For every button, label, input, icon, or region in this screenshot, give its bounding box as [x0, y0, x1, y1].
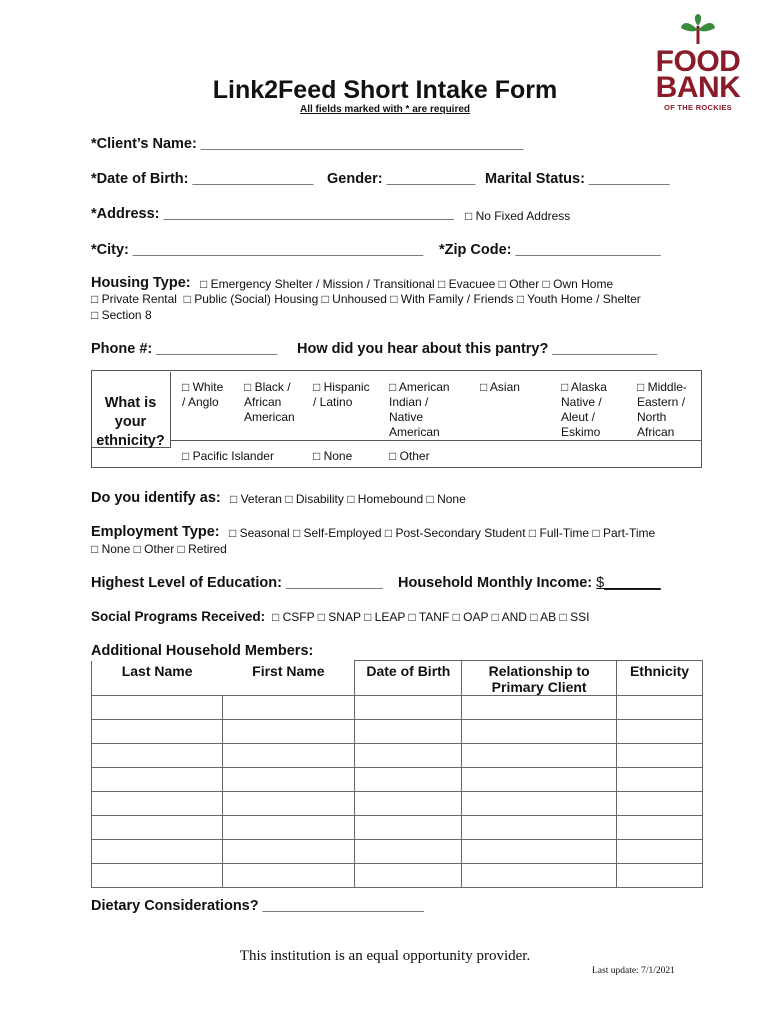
- income-value[interactable]: $_______: [596, 575, 661, 591]
- household-table: [91, 660, 703, 888]
- no-fixed-address-checkbox[interactable]: □ No Fixed Address: [465, 209, 571, 223]
- education-field[interactable]: Highest Level of Education: ____________: [91, 575, 383, 591]
- table-cell[interactable]: [617, 816, 703, 840]
- table-cell[interactable]: [222, 696, 355, 720]
- ethnicity-row-divider: [171, 440, 702, 441]
- gender-field[interactable]: Gender: ___________: [327, 171, 476, 187]
- dob-field[interactable]: *Date of Birth: _______________: [91, 171, 314, 187]
- table-cell[interactable]: [355, 864, 462, 888]
- table-cell[interactable]: [92, 816, 223, 840]
- marital-status-field[interactable]: Marital Status: __________: [485, 171, 670, 187]
- income-label-text: Household Monthly Income:: [398, 575, 597, 591]
- ethnicity-option-alaska-native[interactable]: □ Alaska Native / Aleut / Eskimo: [561, 380, 607, 439]
- col-last-name: Last Name: [92, 661, 223, 696]
- social-programs-options[interactable]: □ CSFP □ SNAP □ LEAP □ TANF □ OAP □ AND □ AB □ SSI: [272, 610, 590, 624]
- required-note: All fields marked with * are required: [299, 104, 471, 115]
- household-heading: Additional Household Members:: [91, 643, 314, 659]
- ethnicity-option-pacific-islander[interactable]: □ Pacific Islander: [182, 449, 274, 463]
- col-relationship: Relationship to Primary Client: [462, 661, 617, 696]
- employment-type-label: Employment Type:: [91, 524, 220, 540]
- table-row: [92, 840, 703, 864]
- table-cell[interactable]: [617, 720, 703, 744]
- table-cell[interactable]: [92, 768, 223, 792]
- table-cell[interactable]: [617, 792, 703, 816]
- table-cell[interactable]: [617, 768, 703, 792]
- ethnicity-option-hispanic[interactable]: □ Hispanic / Latino: [313, 380, 370, 409]
- table-cell[interactable]: [617, 696, 703, 720]
- table-cell[interactable]: [617, 840, 703, 864]
- logo-rockies: OF THE ROCKIES: [664, 103, 732, 112]
- table-cell[interactable]: [617, 864, 703, 888]
- household-header-row: [92, 661, 703, 696]
- table-row: [92, 720, 703, 744]
- phone-field[interactable]: Phone #: _______________: [91, 341, 278, 357]
- table-row: [92, 744, 703, 768]
- table-cell[interactable]: [222, 744, 355, 768]
- housing-options-line2[interactable]: □ Private Rental □ Public (Social) Housing □ Unhoused □ With Family / Friends □ Youth Home / Shelter: [91, 292, 641, 306]
- table-cell[interactable]: [92, 696, 223, 720]
- table-row: [92, 768, 703, 792]
- page-title: Link2Feed Short Intake Form: [212, 76, 558, 104]
- table-cell[interactable]: [617, 744, 703, 768]
- ethnicity-label-cell: [91, 372, 171, 448]
- table-cell[interactable]: [462, 816, 617, 840]
- ethnicity-option-white[interactable]: □ White / Anglo: [182, 380, 224, 409]
- table-cell[interactable]: [222, 840, 355, 864]
- employment-options-line1[interactable]: □ Seasonal □ Self-Employed □ Post-Secondary Student □ Full-Time □ Part-Time: [229, 526, 656, 540]
- table-cell[interactable]: [462, 792, 617, 816]
- last-update: Last update: 7/1/2021: [592, 966, 675, 976]
- table-cell[interactable]: [355, 744, 462, 768]
- housing-type-label: Housing Type:: [91, 275, 191, 291]
- table-cell[interactable]: [222, 720, 355, 744]
- table-cell[interactable]: [222, 864, 355, 888]
- table-row: [92, 816, 703, 840]
- client-name-field[interactable]: *Client’s Name: ________________________________________: [91, 136, 524, 152]
- ethnicity-option-asian[interactable]: □ Asian: [480, 380, 520, 394]
- zip-code-field[interactable]: *Zip Code: __________________: [439, 242, 661, 258]
- employment-options-line2[interactable]: □ None □ Other □ Retired: [91, 542, 227, 556]
- logo-bank: BANK: [655, 71, 741, 104]
- city-field[interactable]: *City: ____________________________________: [91, 242, 424, 258]
- address-field[interactable]: *Address: ____________________________________: [91, 206, 454, 222]
- housing-options-line1[interactable]: □ Emergency Shelter / Mission / Transitional □ Evacuee □ Other □ Own Home: [200, 277, 614, 291]
- table-row: [92, 792, 703, 816]
- table-cell[interactable]: [355, 696, 462, 720]
- income-label[interactable]: [398, 575, 661, 591]
- table-cell[interactable]: [222, 768, 355, 792]
- table-cell[interactable]: [462, 768, 617, 792]
- table-cell[interactable]: [92, 792, 223, 816]
- table-cell[interactable]: [92, 720, 223, 744]
- table-cell[interactable]: [355, 768, 462, 792]
- table-cell[interactable]: [222, 816, 355, 840]
- equal-opportunity-statement: This institution is an equal opportunity provider.: [239, 948, 531, 964]
- table-row: [92, 696, 703, 720]
- household-table-body: [92, 696, 703, 888]
- table-cell[interactable]: [462, 696, 617, 720]
- dietary-field[interactable]: Dietary Considerations? ____________________: [91, 898, 424, 914]
- table-cell[interactable]: [462, 864, 617, 888]
- housing-options-line3[interactable]: □ Section 8: [91, 308, 152, 322]
- ethnicity-option-none[interactable]: □ None: [313, 449, 353, 463]
- table-cell[interactable]: [462, 840, 617, 864]
- table-row: [92, 864, 703, 888]
- hear-about-pantry-field[interactable]: How did you hear about this pantry? _____________: [297, 341, 658, 357]
- logo-food: FOOD: [655, 45, 741, 78]
- table-cell[interactable]: [355, 816, 462, 840]
- ethnicity-option-other[interactable]: □ Other: [389, 449, 430, 463]
- ethnicity-option-american-indian[interactable]: □ American Indian / Native American: [389, 380, 450, 439]
- col-first-name: First Name: [222, 661, 355, 696]
- table-cell[interactable]: [462, 744, 617, 768]
- table-cell[interactable]: [355, 840, 462, 864]
- table-cell[interactable]: [462, 720, 617, 744]
- identify-options[interactable]: □ Veteran □ Disability □ Homebound □ None: [230, 492, 466, 506]
- social-programs-label: Social Programs Received:: [91, 609, 266, 624]
- ethnicity-option-black[interactable]: □ Black / African American: [244, 380, 295, 424]
- table-cell[interactable]: [355, 792, 462, 816]
- leaf-sprout-icon: [648, 14, 748, 44]
- col-ethnicity: Ethnicity: [617, 661, 703, 696]
- table-cell[interactable]: [92, 864, 223, 888]
- ethnicity-option-middle-eastern[interactable]: □ Middle- Eastern / North African: [637, 380, 687, 439]
- table-cell[interactable]: [222, 792, 355, 816]
- table-cell[interactable]: [92, 840, 223, 864]
- table-cell[interactable]: [355, 720, 462, 744]
- identify-label: Do you identify as:: [91, 490, 221, 506]
- table-cell[interactable]: [92, 744, 223, 768]
- ethnicity-label: What is your ethnicity?: [96, 395, 165, 449]
- col-date-of-birth: Date of Birth: [355, 661, 462, 696]
